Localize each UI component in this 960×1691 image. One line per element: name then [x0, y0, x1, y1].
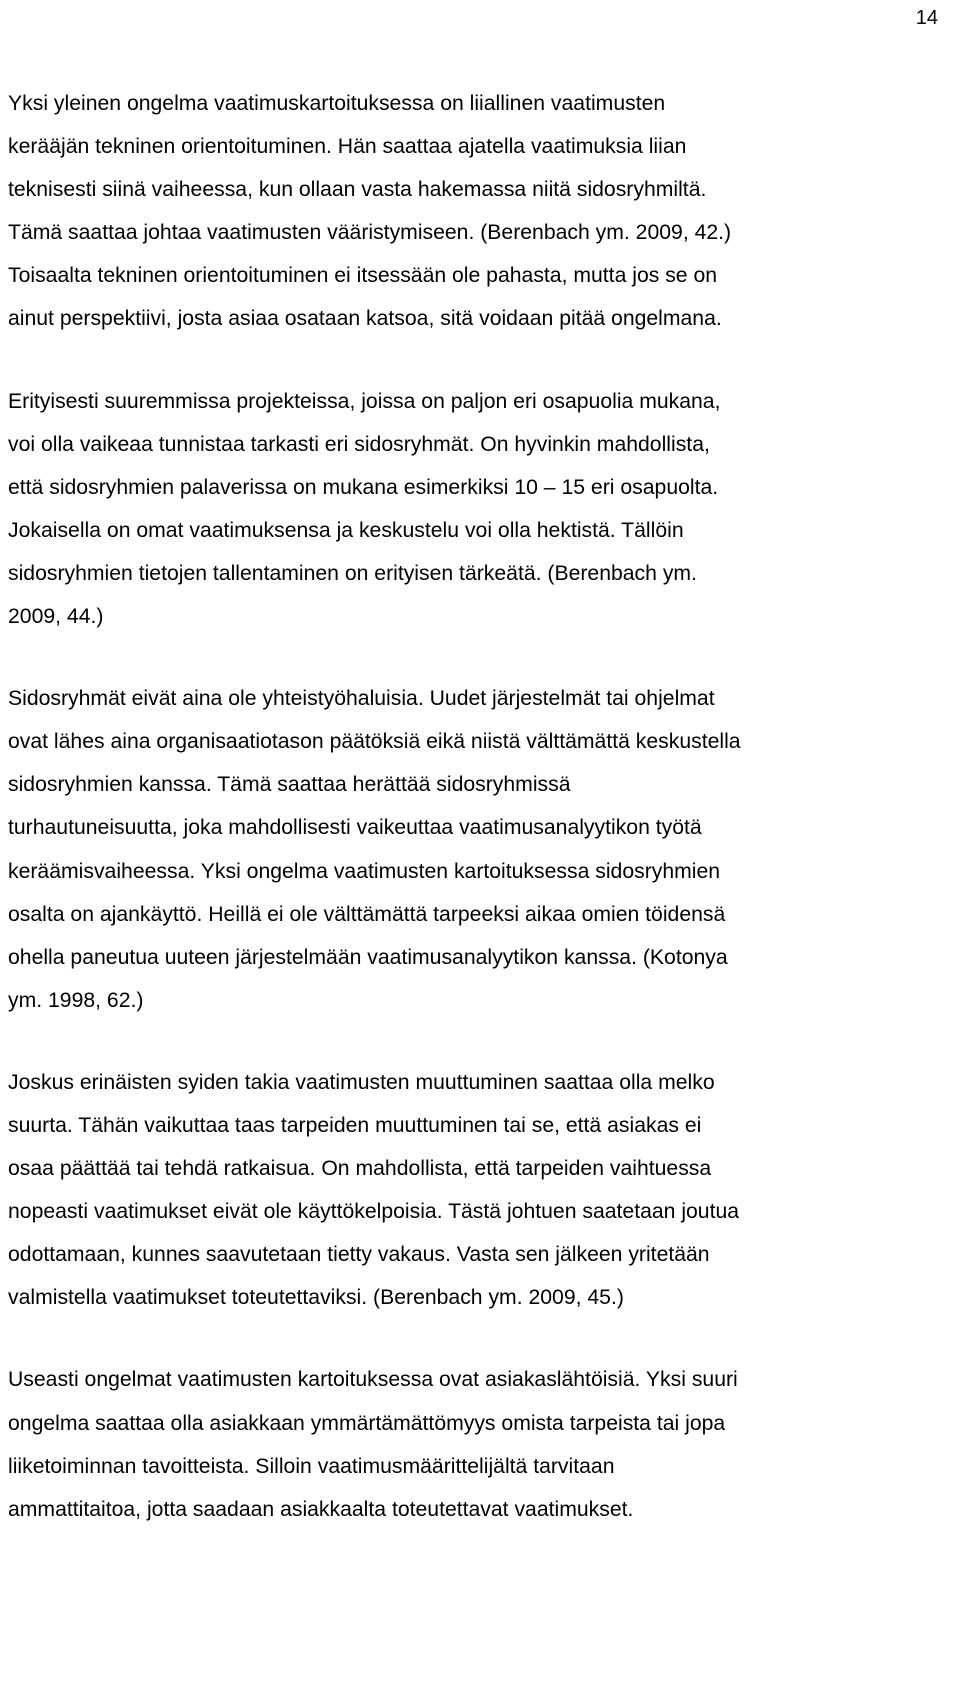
text-line: Erityisesti suuremmissa projekteissa, joissa on paljon eri osapuolia mukana,: [8, 389, 721, 413]
text-line: suurta. Tähän vaikuttaa taas tarpeiden muuttuminen tai se, että asiakas ei: [8, 1113, 702, 1137]
text-line: osalta on ajankäyttö. Heillä ei ole välttämättä tarpeeksi aikaa omien töidensä: [8, 902, 726, 926]
text-line: ohella paneutua uuteen järjestelmään vaatimusanalyytikon kanssa. (Kotonya: [8, 945, 728, 969]
text-line: voi olla vaikeaa tunnistaa tarkasti eri sidosryhmät. On hyvinkin mahdollista,: [8, 432, 710, 456]
text-line: sidosryhmien kanssa. Tämä saattaa herättää sidosryhmissä: [8, 773, 571, 797]
paragraph-5: [0, 1358, 960, 1530]
text-line: nopeasti vaatimukset eivät ole käyttökelpoisia. Tästä johtuen saatetaan joutua: [8, 1200, 740, 1224]
text-line: liiketoiminnan tavoitteista. Silloin vaatimusmäärittelijältä tarvitaan: [8, 1454, 615, 1478]
text-line: ainut perspektiivi, josta asiaa osataan katsoa, sitä voidaan pitää ongelmana.: [8, 307, 722, 331]
page-number: 14: [915, 7, 938, 29]
text-line: sidosryhmien tietojen tallentaminen on erityisen tärkeätä. (Berenbach ym.: [8, 561, 697, 585]
text-line: Yksi yleinen ongelma vaatimuskartoituksessa on liiallinen vaatimusten: [8, 92, 666, 115]
text-line: odottamaan, kunnes saavutetaan tietty vakaus. Vasta sen jälkeen yritetään: [8, 1243, 710, 1267]
text-line: keräämisvaiheessa. Yksi ongelma vaatimusten kartoituksessa sidosryhmien: [8, 859, 721, 883]
text-line: Joskus erinäisten syiden takia vaatimusten muuttuminen saattaa olla melko: [8, 1070, 715, 1094]
text-line: ongelma saattaa olla asiakkaan ymmärtämättömyys omista tarpeista tai jopa: [8, 1411, 726, 1435]
paragraph-1: [0, 82, 960, 341]
text-line: Toisaalta tekninen orientoituminen ei itsessään ole pahasta, mutta jos se on: [8, 264, 718, 288]
paragraph-4: [0, 1061, 960, 1320]
paragraph-3: [0, 677, 960, 1022]
text-line: turhautuneisuutta, joka mahdollisesti vaikeuttaa vaatimusanalyytikon työtä: [8, 816, 702, 840]
text-line: että sidosryhmien palaverissa on mukana esimerkiksi 10 – 15 eri osapuolta.: [8, 475, 719, 499]
text-line: ym. 1998, 62.): [8, 988, 144, 1012]
text-line: Useasti ongelmat vaatimusten kartoituksessa ovat asiakaslähtöisiä. Yksi suuri: [8, 1368, 738, 1392]
text-line: valmistella vaatimukset toteutettaviksi. (Berenbach ym. 2009, 45.): [8, 1286, 624, 1310]
text-line: teknisesti siinä vaiheessa, kun ollaan vasta hakemassa niitä sidosryhmiltä.: [8, 178, 707, 202]
text-line: kerääjän tekninen orientoituminen. Hän saattaa ajatella vaatimuksia liian: [8, 135, 687, 159]
text-line: 2009, 44.): [8, 605, 104, 629]
text-line: osaa päättää tai tehdä ratkaisua. On mahdollista, että tarpeiden vaihtuessa: [8, 1157, 712, 1181]
text-line: ammattitaitoa, jotta saadaan asiakkaalta toteutettavat vaatimukset.: [8, 1497, 634, 1521]
text-line: Jokaisella on omat vaatimuksensa ja keskustelu voi olla hektistä. Tällöin: [8, 518, 684, 542]
paragraph-2: [0, 380, 960, 639]
text-line: Sidosryhmät eivät aina ole yhteistyöhaluisia. Uudet järjestelmät tai ohjelmat: [8, 687, 715, 711]
text-line: ovat lähes aina organisaatiotason päätöksiä eikä niistä välttämättä keskustella: [8, 730, 741, 754]
text-line: Tämä saattaa johtaa vaatimusten vääristymiseen. (Berenbach ym. 2009, 42.): [8, 221, 732, 245]
document-body: [0, 82, 960, 1570]
